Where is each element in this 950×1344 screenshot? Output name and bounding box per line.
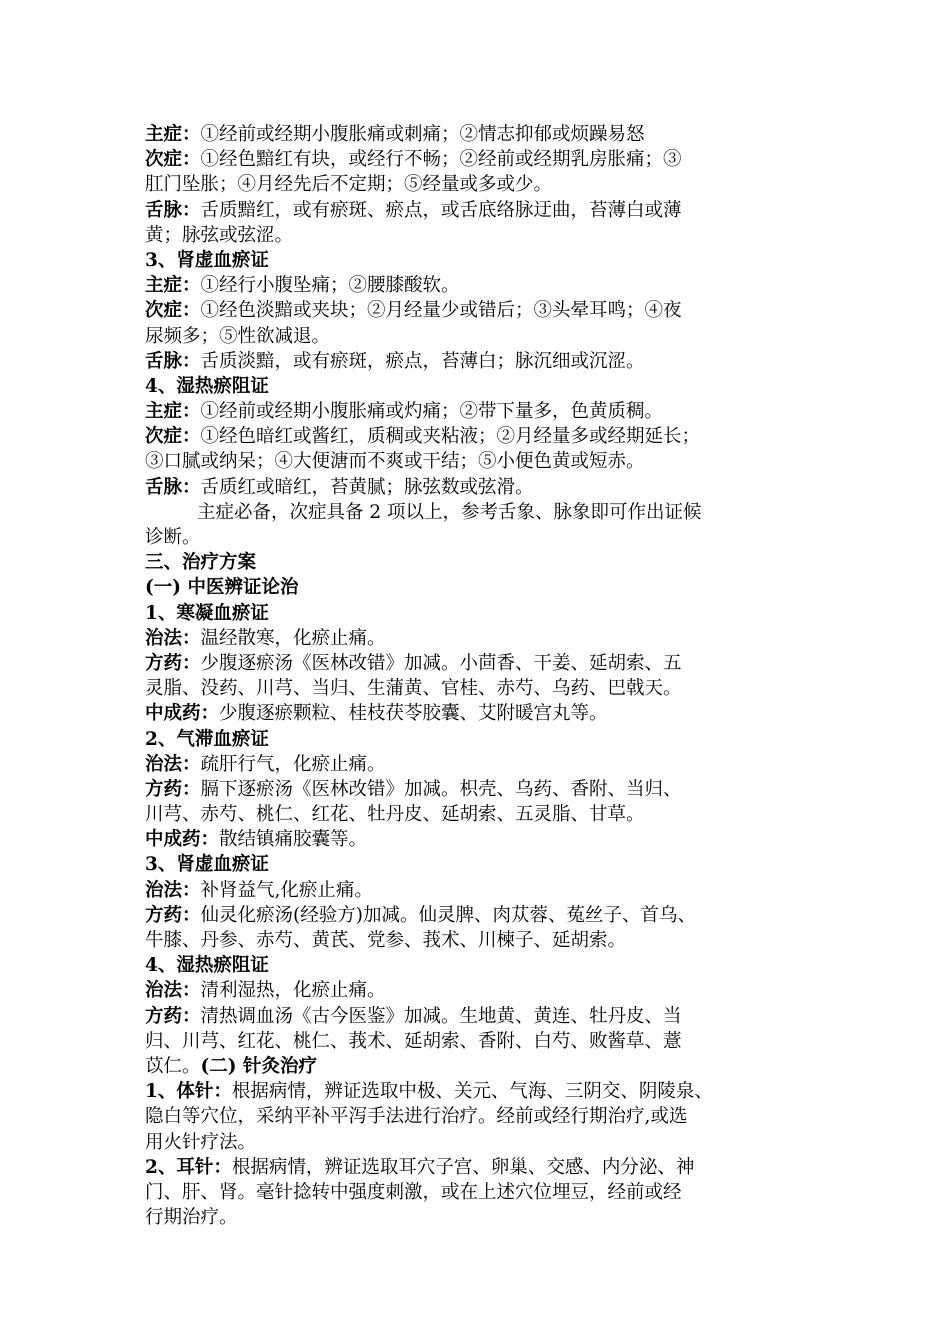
body-text: 膈下逐瘀汤《医林改错》加减。枳壳、乌药、香附、当归、 — [200, 778, 682, 800]
text-line — [145, 626, 815, 651]
body-text: 牛膝、丹参、赤芍、黄芪、党参、莪术、川楝子、延胡索。 — [145, 930, 627, 951]
body-text: 少腹逐瘀汤《医林改错》加减。小茴香、干姜、延胡索、五 — [200, 652, 682, 674]
body-text: 舌质淡黯，或有瘀斑，瘀点，苔薄白；脉沉细或沉涩。 — [200, 350, 645, 372]
bold-label: (二) 针灸治疗 — [200, 1055, 317, 1077]
body-text: 根据病情，辨证选取耳穴子宫、卵巢、交感、内分泌、神 — [231, 1156, 695, 1178]
bold-label: 方药： — [145, 1005, 201, 1027]
bold-label: 次症： — [145, 426, 201, 448]
text-line — [145, 1029, 815, 1054]
bold-label: 3、肾虚血瘀证 — [145, 854, 269, 876]
bold-label: 方药： — [145, 904, 201, 926]
text-line — [145, 928, 815, 953]
bold-label: 主症： — [145, 124, 201, 145]
body-text: ①经色黯红有块，或经行不畅；②经前或经期乳房胀痛；③ — [200, 149, 682, 171]
body-text: 舌质红或暗红，苔黄腻；脉弦数或弦滑。 — [200, 476, 534, 498]
bold-label: 3、肾虚血瘀证 — [145, 249, 269, 271]
bold-label: 中成药： — [145, 829, 220, 851]
text-line — [145, 324, 815, 349]
body-text: 清热调血汤《古今医鉴》加减。生地黄、黄连、牡丹皮、当 — [200, 1005, 682, 1027]
text-line — [145, 953, 815, 978]
text-line — [145, 248, 815, 273]
body-text: ①经前或经期小腹胀痛或刺痛；②情志抑郁或烦躁易怒 — [200, 124, 645, 145]
body-text: 川芎、赤芍、桃仁、红花、牡丹皮、延胡索、五灵脂、甘草。 — [145, 804, 645, 826]
document-page — [145, 122, 815, 1230]
body-text: 主症必备，次症具备 2 项以上，参考舌象、脉象即可作出证候 — [197, 501, 702, 523]
text-line — [145, 827, 815, 852]
body-text: ①经色淡黯或夹块；②月经量少或错后；③头晕耳鸣；④夜 — [200, 300, 682, 322]
bold-label: 1、寒凝血瘀证 — [145, 602, 269, 624]
text-line — [145, 701, 815, 726]
body-text: 根据病情，辨证选取中极、关元、气海、三阴交、阴陵泉、 — [231, 1081, 713, 1103]
text-line — [145, 878, 815, 903]
text-line — [145, 550, 815, 575]
body-text: 舌质黯红，或有瘀斑、瘀点，或舌底络脉迂曲，苔薄白或薄 — [200, 199, 682, 221]
text-line — [145, 978, 815, 1003]
text-line — [145, 1130, 815, 1155]
bold-label: 治法： — [145, 753, 201, 775]
text-line — [145, 198, 815, 223]
bold-label: 次症： — [145, 300, 201, 322]
bold-label: 治法： — [145, 879, 201, 901]
text-line — [145, 676, 815, 701]
text-line — [145, 475, 815, 500]
bold-label: 2、耳针： — [145, 1156, 232, 1178]
bold-label: 方药： — [145, 778, 201, 800]
text-line — [145, 500, 815, 525]
bold-label: 舌脉： — [145, 476, 201, 498]
body-text: 归、川芎、红花、桃仁、莪术、延胡索、香附、白芍、败酱草、薏 — [145, 1030, 682, 1052]
text-line — [145, 903, 815, 928]
body-text: ①经行小腹坠痛；②腰膝酸软。 — [200, 275, 460, 297]
bold-label: 方药： — [145, 652, 201, 674]
text-line — [145, 852, 815, 877]
bold-label: 舌脉： — [145, 199, 201, 221]
bold-label: 舌脉： — [145, 350, 201, 372]
body-text: 仙灵化瘀汤(经验方)加减。仙灵脾、肉苁蓉、菟丝子、首乌、 — [200, 904, 696, 926]
body-text: 诊断。 — [145, 527, 201, 548]
body-text: 尿频多；⑤性欲减退。 — [145, 325, 331, 347]
body-text: 补肾益气,化瘀止痛。 — [200, 879, 373, 901]
body-text: 苡仁。 — [145, 1055, 201, 1077]
text-line — [145, 1054, 815, 1079]
body-text: 用火针疗法。 — [145, 1131, 257, 1153]
text-line — [145, 424, 815, 449]
bold-label: 主症： — [145, 275, 201, 297]
bold-label: 治法： — [145, 980, 201, 1002]
bold-label: (一) 中医辨证论治 — [145, 577, 299, 599]
text-line — [145, 298, 815, 323]
body-text: 散结镇痛胶囊等。 — [219, 829, 368, 851]
body-text: 灵脂、没药、川芎、当归、生蒲黄、官桂、赤芍、乌药、巴戟天。 — [145, 678, 682, 700]
text-line — [145, 349, 815, 374]
text-line — [145, 1205, 815, 1230]
text-line — [145, 172, 815, 197]
body-text: ①经前或经期小腹胀痛或灼痛；②带下量多，色黄质稠。 — [200, 401, 664, 423]
bold-label: 中成药： — [145, 703, 220, 725]
text-line — [145, 147, 815, 172]
text-line — [145, 777, 815, 802]
bold-label: 治法： — [145, 627, 201, 649]
text-line — [145, 525, 815, 550]
bold-label: 主症： — [145, 401, 201, 423]
body-text: 门、肝、肾。毫针捻转中强度刺激，或在上述穴位埋豆，经前或经 — [145, 1181, 682, 1203]
text-line — [145, 1004, 815, 1029]
body-text: 清利湿热，化瘀止痛。 — [200, 980, 386, 1002]
text-line — [145, 752, 815, 777]
text-line — [145, 1079, 815, 1104]
text-line — [145, 273, 815, 298]
bold-label: 三、治疗方案 — [145, 552, 257, 574]
text-line — [145, 374, 815, 399]
text-line — [145, 1180, 815, 1205]
body-text: ③口腻或纳呆；④大便溏而不爽或干结；⑤小便色黄或短赤。 — [145, 451, 645, 473]
text-line — [145, 122, 815, 147]
body-text: 少腹逐瘀颗粒、桂枝茯苓胶囊、艾附暖宫丸等。 — [219, 703, 608, 725]
body-text: 隐白等穴位，采纳平补平泻手法进行治疗。经前或经行期治疗,或选 — [145, 1106, 688, 1128]
bold-label: 4、湿热瘀阻证 — [145, 955, 269, 977]
text-line — [145, 802, 815, 827]
bold-label: 4、湿热瘀阻证 — [145, 375, 269, 397]
text-line — [145, 399, 815, 424]
text-line — [145, 223, 815, 248]
body-text: 温经散寒，化瘀止痛。 — [200, 627, 386, 649]
bold-label: 2、气滞血瘀证 — [145, 728, 269, 750]
text-line — [145, 1104, 815, 1129]
body-text: 黄；脉弦或弦涩。 — [145, 224, 294, 246]
body-text: 行期治疗。 — [145, 1207, 238, 1229]
text-line — [145, 601, 815, 626]
text-line — [145, 727, 815, 752]
body-text: 疏肝行气，化瘀止痛。 — [200, 753, 386, 775]
body-text: ①经色暗红或酱红，质稠或夹粘液；②月经量多或经期延长； — [200, 426, 701, 448]
bold-label: 次症： — [145, 149, 201, 171]
body-text: 肛门坠胀；④月经先后不定期；⑤经量或多或少。 — [145, 174, 553, 196]
text-line — [145, 1155, 815, 1180]
text-line — [145, 575, 815, 600]
bold-label: 1、体针： — [145, 1081, 232, 1103]
text-line — [145, 449, 815, 474]
text-line — [145, 651, 815, 676]
